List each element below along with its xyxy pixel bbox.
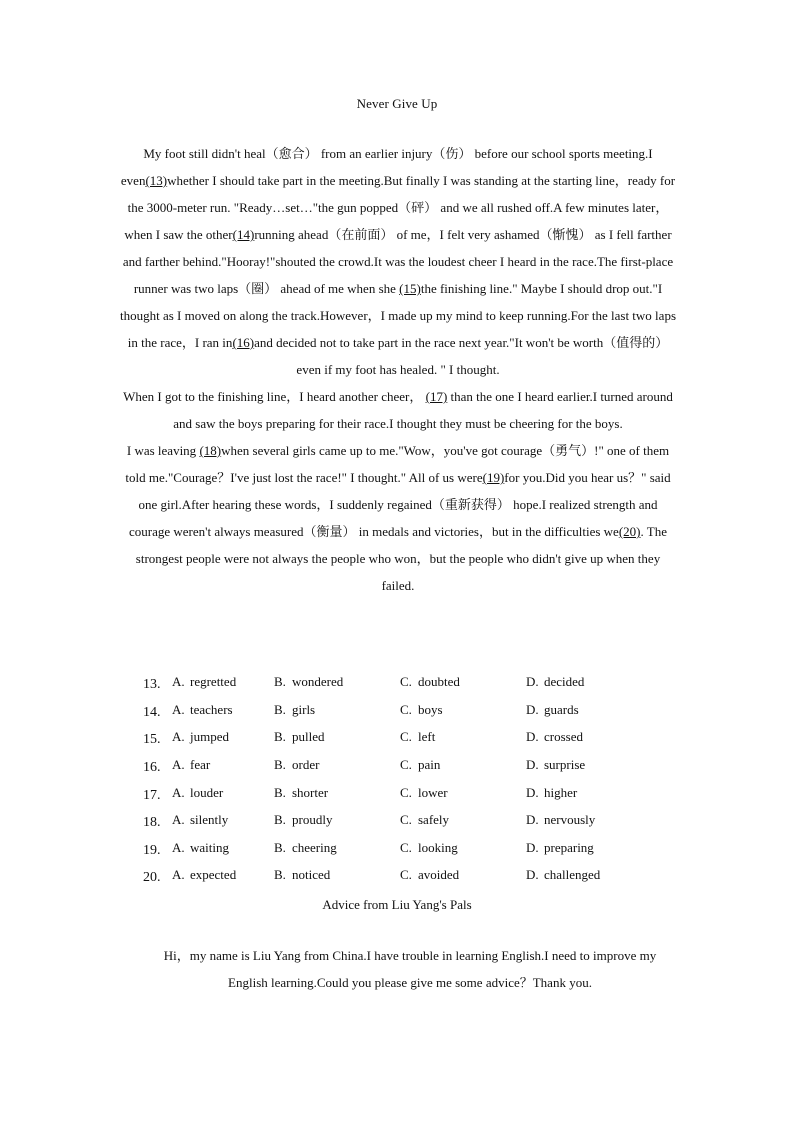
option-letter: C. bbox=[400, 867, 412, 882]
option-a[interactable] bbox=[172, 840, 229, 856]
option-text: crossed bbox=[544, 729, 583, 744]
question-number: 20. bbox=[143, 870, 161, 885]
option-letter: D. bbox=[526, 674, 539, 689]
advice-paragraph: Hi，my name is Liu Yang from China.I have trouble in learning English.I need to improve my English learning.Could you please give me some advice？Thank you. bbox=[163, 948, 657, 990]
blank-16: (16) bbox=[232, 335, 255, 350]
option-text: teachers bbox=[190, 702, 233, 717]
option-letter: B. bbox=[274, 674, 286, 689]
option-letter: A. bbox=[172, 812, 185, 827]
option-text: left bbox=[418, 729, 436, 744]
option-b[interactable] bbox=[274, 812, 332, 828]
text-run: whether I should take part in the meeting.But finally I was standing at the starting line，ready for the 3000-meter run. "Ready…set…"the gun popped（砰） and we all rushed off.A few minutes later，when I saw the other bbox=[124, 173, 676, 242]
option-b[interactable] bbox=[274, 867, 330, 883]
option-letter: A. bbox=[172, 867, 185, 882]
text-run: than the one I heard earlier.I turned around and saw the boys preparing for their race.I thought they must be cheering for the boys. bbox=[173, 389, 673, 431]
question-row bbox=[0, 729, 794, 753]
option-text: decided bbox=[544, 674, 585, 689]
option-c[interactable] bbox=[400, 812, 449, 828]
option-c[interactable] bbox=[400, 674, 460, 690]
option-b[interactable] bbox=[274, 702, 315, 718]
question-row bbox=[0, 757, 794, 781]
blank-14: (14) bbox=[232, 227, 255, 242]
question-number: 13. bbox=[143, 677, 161, 692]
option-letter: A. bbox=[172, 729, 185, 744]
option-b[interactable] bbox=[274, 785, 328, 801]
option-text: expected bbox=[190, 867, 237, 882]
blank-20: (20) bbox=[618, 524, 641, 539]
question-number: 15. bbox=[143, 732, 161, 747]
option-d[interactable] bbox=[526, 867, 600, 883]
option-c[interactable] bbox=[400, 729, 435, 745]
option-text: safely bbox=[418, 812, 450, 827]
option-text: challenged bbox=[544, 867, 601, 882]
option-letter: B. bbox=[274, 867, 286, 882]
option-text: avoided bbox=[418, 867, 460, 882]
option-text: louder bbox=[190, 785, 224, 800]
blank-17: (17) bbox=[425, 389, 448, 404]
paragraph-3 bbox=[118, 437, 678, 599]
paragraph-2 bbox=[118, 383, 678, 437]
text-run: for you.Did you hear us？" said one girl.After hearing these words，I suddenly regained（重新获得） hope.I realized strength and courage weren't always measured（衡量） in medals and victories，but in the difficulties we bbox=[129, 470, 671, 539]
option-a[interactable] bbox=[172, 867, 236, 883]
option-letter: A. bbox=[172, 840, 185, 855]
text-run: and decided not to take part in the race next year."It won't be worth（值得的） even if my foot has healed. " I thought. bbox=[254, 335, 669, 377]
option-d[interactable] bbox=[526, 674, 584, 690]
option-d[interactable] bbox=[526, 785, 577, 801]
option-letter: D. bbox=[526, 840, 539, 855]
option-letter: D. bbox=[526, 702, 539, 717]
option-b[interactable] bbox=[274, 757, 319, 773]
option-d[interactable] bbox=[526, 702, 579, 718]
option-letter: D. bbox=[526, 757, 539, 772]
option-b[interactable] bbox=[274, 840, 337, 856]
question-number: 16. bbox=[143, 760, 161, 775]
passage-title: Never Give Up bbox=[356, 96, 438, 111]
option-d[interactable] bbox=[526, 840, 594, 856]
option-letter: B. bbox=[274, 729, 286, 744]
option-text: pain bbox=[418, 757, 441, 772]
passage-body bbox=[118, 140, 678, 599]
option-letter: A. bbox=[172, 785, 185, 800]
paragraph-1 bbox=[118, 140, 678, 383]
text-run: running ahead（在前面） of me，I felt very ashamed（惭愧） as I fell farther and farther behind."Hooray!"shouted the crowd.It was the loudest cheer I heard in the race.The first-place runner was two laps（圈） ahead of me when she bbox=[122, 227, 674, 296]
option-text: pulled bbox=[292, 729, 325, 744]
option-text: guards bbox=[544, 702, 579, 717]
text-run: the finishing line." Maybe I should drop out."I thought as I moved on along the track.However，I made up my mind to keep running.For the last two laps in the race，I ran in bbox=[120, 281, 676, 350]
option-text: doubted bbox=[418, 674, 460, 689]
option-letter: B. bbox=[274, 757, 286, 772]
option-c[interactable] bbox=[400, 757, 440, 773]
option-text: order bbox=[292, 757, 320, 772]
option-text: jumped bbox=[190, 729, 229, 744]
blank-18: (18) bbox=[199, 443, 222, 458]
option-text: girls bbox=[292, 702, 316, 717]
question-number: 18. bbox=[143, 815, 161, 830]
option-letter: D. bbox=[526, 812, 539, 827]
option-a[interactable] bbox=[172, 674, 236, 690]
option-letter: C. bbox=[400, 702, 412, 717]
blank-13: (13) bbox=[145, 173, 168, 188]
option-b[interactable] bbox=[274, 729, 325, 745]
option-a[interactable] bbox=[172, 702, 233, 718]
question-row bbox=[0, 702, 794, 726]
option-c[interactable] bbox=[400, 867, 459, 883]
option-a[interactable] bbox=[172, 785, 223, 801]
text-run: My foot still didn't heal（愈合） from an earlier injury（伤） before our school sports meeting.I even bbox=[120, 146, 653, 188]
text-run: . The strongest people were not always the people who won，but the people who didn't give up when they failed. bbox=[135, 524, 667, 593]
option-letter: A. bbox=[172, 674, 185, 689]
option-text: waiting bbox=[190, 840, 229, 855]
option-text: boys bbox=[418, 702, 443, 717]
option-a[interactable] bbox=[172, 757, 210, 773]
option-text: silently bbox=[190, 812, 229, 827]
question-number: 17. bbox=[143, 788, 161, 803]
option-letter: C. bbox=[400, 729, 412, 744]
option-c[interactable] bbox=[400, 840, 458, 856]
option-letter: B. bbox=[274, 702, 286, 717]
text-run: When I got to the finishing line，I heard another cheer， bbox=[123, 389, 426, 404]
option-letter: D. bbox=[526, 729, 539, 744]
option-b[interactable] bbox=[274, 674, 343, 690]
option-text: noticed bbox=[292, 867, 331, 882]
option-text: nervously bbox=[544, 812, 596, 827]
option-text: shorter bbox=[292, 785, 329, 800]
option-c[interactable] bbox=[400, 785, 448, 801]
option-letter: C. bbox=[400, 757, 412, 772]
option-text: fear bbox=[190, 757, 211, 772]
option-text: higher bbox=[544, 785, 578, 800]
text-run: I was leaving bbox=[126, 443, 200, 458]
question-row bbox=[0, 785, 794, 809]
option-letter: D. bbox=[526, 867, 539, 882]
question-row bbox=[0, 812, 794, 836]
question-number: 14. bbox=[143, 705, 161, 720]
option-text: lower bbox=[418, 785, 448, 800]
blank-15: (15) bbox=[399, 281, 421, 296]
text-run: when several girls came up to me."Wow，you've got courage（勇气）!" one of them told me."Courage？I've just lost the race!" I thought." All of us were bbox=[125, 443, 670, 485]
option-letter: B. bbox=[274, 785, 286, 800]
section-title: Advice from Liu Yang's Pals bbox=[322, 897, 472, 912]
option-text: surprise bbox=[544, 757, 586, 772]
option-text: regretted bbox=[190, 674, 237, 689]
option-text: proudly bbox=[292, 812, 333, 827]
question-row bbox=[0, 674, 794, 698]
option-letter: C. bbox=[400, 840, 412, 855]
option-letter: C. bbox=[400, 812, 412, 827]
option-d[interactable] bbox=[526, 729, 583, 745]
option-a[interactable] bbox=[172, 812, 228, 828]
option-text: looking bbox=[418, 840, 458, 855]
option-letter: D. bbox=[526, 785, 539, 800]
option-a[interactable] bbox=[172, 729, 229, 745]
option-letter: A. bbox=[172, 757, 185, 772]
question-row bbox=[0, 867, 794, 891]
option-text: wondered bbox=[292, 674, 344, 689]
option-text: cheering bbox=[292, 840, 337, 855]
option-letter: C. bbox=[400, 674, 412, 689]
option-letter: B. bbox=[274, 840, 286, 855]
question-number: 19. bbox=[143, 843, 161, 858]
option-c[interactable] bbox=[400, 702, 443, 718]
option-text: preparing bbox=[544, 840, 594, 855]
option-letter: B. bbox=[274, 812, 286, 827]
option-d[interactable] bbox=[526, 812, 595, 828]
blank-19: (19) bbox=[482, 470, 505, 485]
question-row bbox=[0, 840, 794, 864]
option-letter: A. bbox=[172, 702, 185, 717]
option-d[interactable] bbox=[526, 757, 585, 773]
option-letter: C. bbox=[400, 785, 412, 800]
